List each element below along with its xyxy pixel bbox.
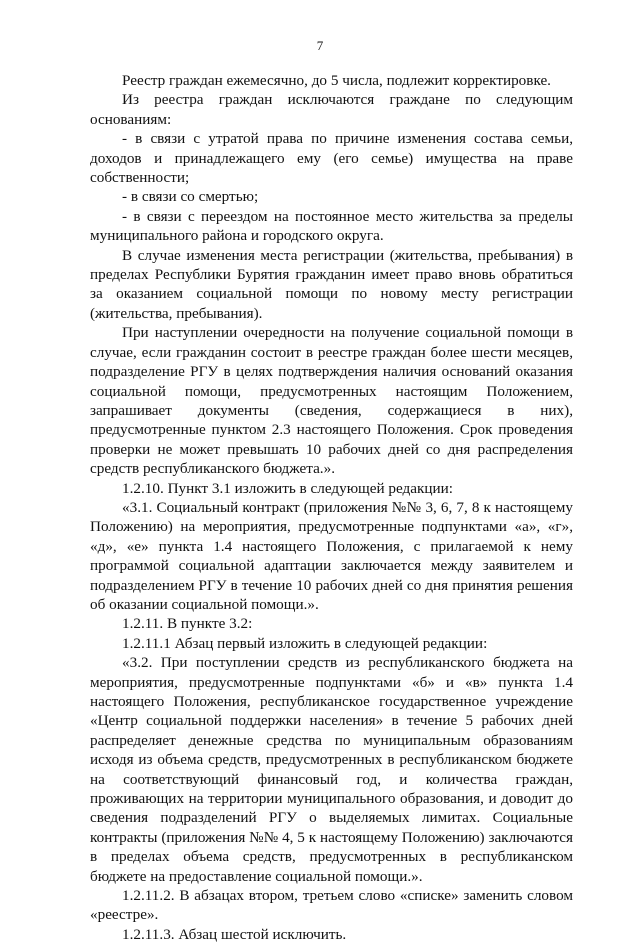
paragraph-queue-verification: При наступлении очередности на получение социальной помощи в случае, если гражданин состоит в реестре граждан более шести месяцев, подразделение РГУ в целях подтверждения наличия оснований оказания социальной помощи, предусмотренных настоящим Положением, запрашивает документы (сведения, содержащиеся в них), предусмотренные пунктом 2.3 настоящего Положения. Срок проведения проверки не может превышать 10 рабочих дней со дня распределения средств республиканского бюджета.».: [90, 324, 573, 478]
page-number: 7: [316, 38, 324, 53]
paragraph-item-1-2-11-1: 1.2.11.1 Абзац первый изложить в следующей редакции:: [122, 634, 488, 652]
paragraph-registration-change: В случае изменения места регистрации (жительства, пребывания) в пределах Республики Бурятия гражданин имеет право вновь обратиться за оказанием социальной помощи по новому месту регистрации (жительства, пребывания).: [90, 246, 573, 322]
list-item-death: - в связи со смертью;: [122, 188, 259, 206]
paragraph-item-1-2-11-2: 1.2.11.2. В абзацах втором, третьем слово «списке» заменить словом «реестре».: [90, 887, 573, 924]
paragraph-exclusion-grounds: Из реестра граждан исключаются граждане по следующим основаниям:: [90, 91, 573, 128]
list-item-relocation: - в связи с переездом на постоянное место жительства за пределы муниципального района и городского округа.: [90, 207, 573, 245]
paragraph-registry-correction: Реестр граждан ежемесячно, до 5 числа, подлежит корректировке.: [122, 72, 551, 89]
document-body: [90, 71, 573, 944]
paragraph-clause-3-2: «3.2. При поступлении средств из республиканского бюджета на мероприятия, предусмотренные подпунктами «б» и «в» пункта 1.4 настоящего Положения, республиканское государственное учреждение «Центр социальной поддержки населения» в течение 5 рабочих дней распределяет денежные средства по муниципальным образованиям исходя из объема средств, предусмотренных в республиканском бюджете на соответствующий финансовый год, и количества граждан, проживающих на территории муниципального образования, и доводит до сведения подразделений РГУ о выделяемых лимитах. Социальные контракты (приложения №№ 4, 5 к настоящему Положению) заключаются в пределах объема средств, предусмотренных в республиканском бюджете на предоставление социальной помощи.».: [90, 654, 573, 885]
paragraph-item-1-2-11: 1.2.11. В пункте 3.2:: [122, 615, 253, 633]
paragraph-clause-3-1: «3.1. Социальный контракт (приложения №№ 3, 6, 7, 8 к настоящему Положению) на мероприятия, предусмотренные подпунктами «а», «г», «д», «е» пункта 1.4 настоящего Положения, с прилагаемой к нему программой социальной адаптации заключается между заявителем и подразделением РГУ в течение 10 рабочих дней со дня принятия решения об оказании социальной помощи.».: [90, 498, 573, 613]
list-item-loss-of-right: - в связи с утратой права по причине изменения состава семьи, доходов и принадлежащего ему (его семье) имущества на праве собственности;: [90, 130, 573, 187]
paragraph-item-1-2-10: 1.2.10. Пункт 3.1 изложить в следующей редакции:: [122, 479, 453, 497]
paragraph-item-1-2-11-3: 1.2.11.3. Абзац шестой исключить.: [122, 925, 347, 943]
